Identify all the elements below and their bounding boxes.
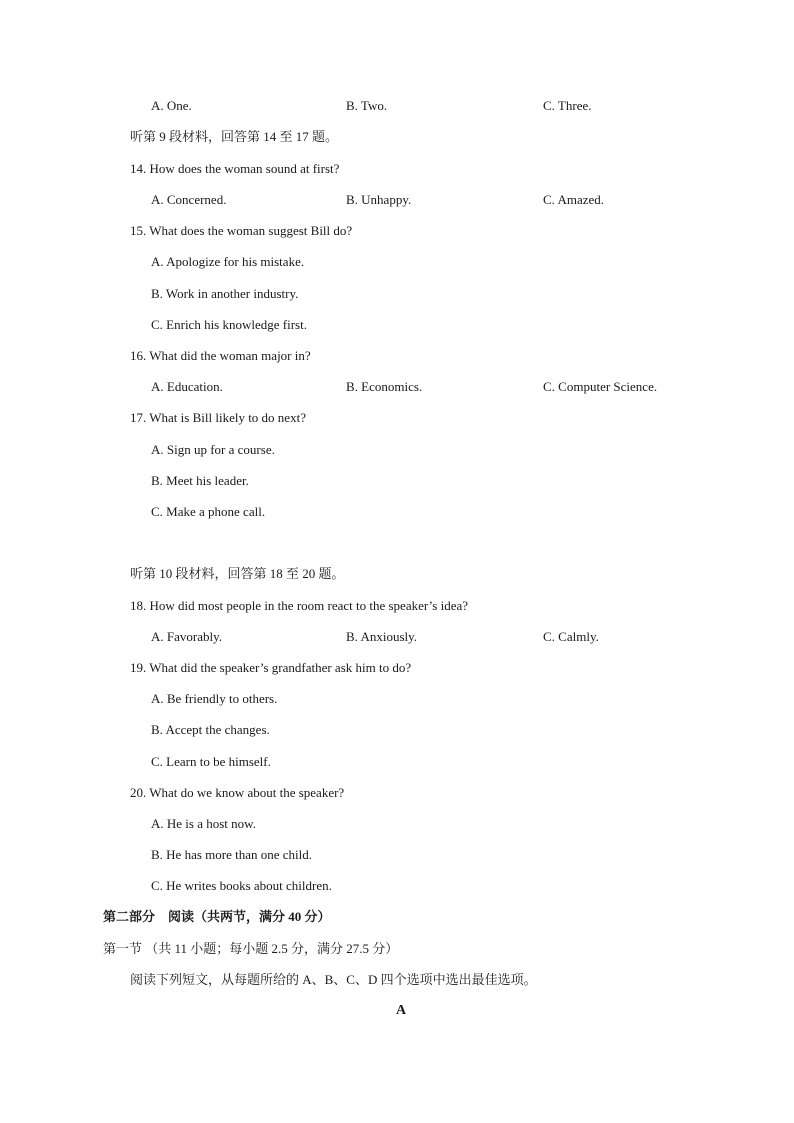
q18-option-c: C. Calmly. <box>543 629 599 644</box>
q16-option-c: C. Computer Science. <box>543 379 658 394</box>
q14-option-a: A. Concerned. <box>151 192 227 207</box>
q15-option-b: B. Work in another industry. <box>151 286 299 301</box>
question-20: 20. What do we know about the speaker? <box>130 785 345 800</box>
question-16: 16. What did the woman major in? <box>130 348 311 363</box>
q17-option-b: B. Meet his leader. <box>151 473 249 488</box>
q13-option-a: A. One. <box>151 98 192 113</box>
q20-option-b: B. He has more than one child. <box>151 847 313 862</box>
q15-option-c: C. Enrich his knowledge first. <box>151 317 307 332</box>
q16-option-a: A. Education. <box>151 379 223 394</box>
q19-option-c: C. Learn to be himself. <box>151 754 271 769</box>
part-2-instruction: 阅读下列短文，从每题所给的 A、B、C、D 四个选项中选出最佳选项。 <box>130 972 537 987</box>
part-2-section-1-heading: 第一节 （共 11 小题；每小题 2.5 分，满分 27.5 分） <box>103 941 399 956</box>
q19-option-b: B. Accept the changes. <box>151 722 270 737</box>
q15-option-a: A. Apologize for his mistake. <box>151 254 305 269</box>
q18-option-b: B. Anxiously. <box>346 629 418 644</box>
q18-option-a: A. Favorably. <box>151 629 223 644</box>
passage-a-label: A <box>396 1003 407 1018</box>
q13-option-b: B. Two. <box>346 98 388 113</box>
q20-option-a: A. He is a host now. <box>151 816 256 831</box>
q14-option-c: C. Amazed. <box>543 192 605 207</box>
q17-option-c: C. Make a phone call. <box>151 504 266 519</box>
question-15: 15. What does the woman suggest Bill do? <box>130 223 353 238</box>
part-2-title: 第二部分 阅读（共两节，满分 40 分） <box>103 909 331 924</box>
question-17: 17. What is Bill likely to do next? <box>130 410 306 425</box>
q19-option-a: A. Be friendly to others. <box>151 691 278 706</box>
question-14: 14. How does the woman sound at first? <box>130 161 340 176</box>
q20-option-c: C. He writes books about children. <box>151 878 332 893</box>
q16-option-b: B. Economics. <box>346 379 423 394</box>
question-19: 19. What did the speaker’s grandfather ask him to do? <box>130 660 412 675</box>
section-9-heading: 听第 9 段材料，回答第 14 至 17 题。 <box>130 129 339 144</box>
section-10-heading: 听第 10 段材料，回答第 18 至 20 题。 <box>130 566 345 581</box>
q17-option-a: A. Sign up for a course. <box>151 442 275 457</box>
question-18: 18. How did most people in the room react to the speaker’s idea? <box>130 598 469 613</box>
q13-option-c: C. Three. <box>543 98 592 113</box>
q14-option-b: B. Unhappy. <box>346 192 412 207</box>
